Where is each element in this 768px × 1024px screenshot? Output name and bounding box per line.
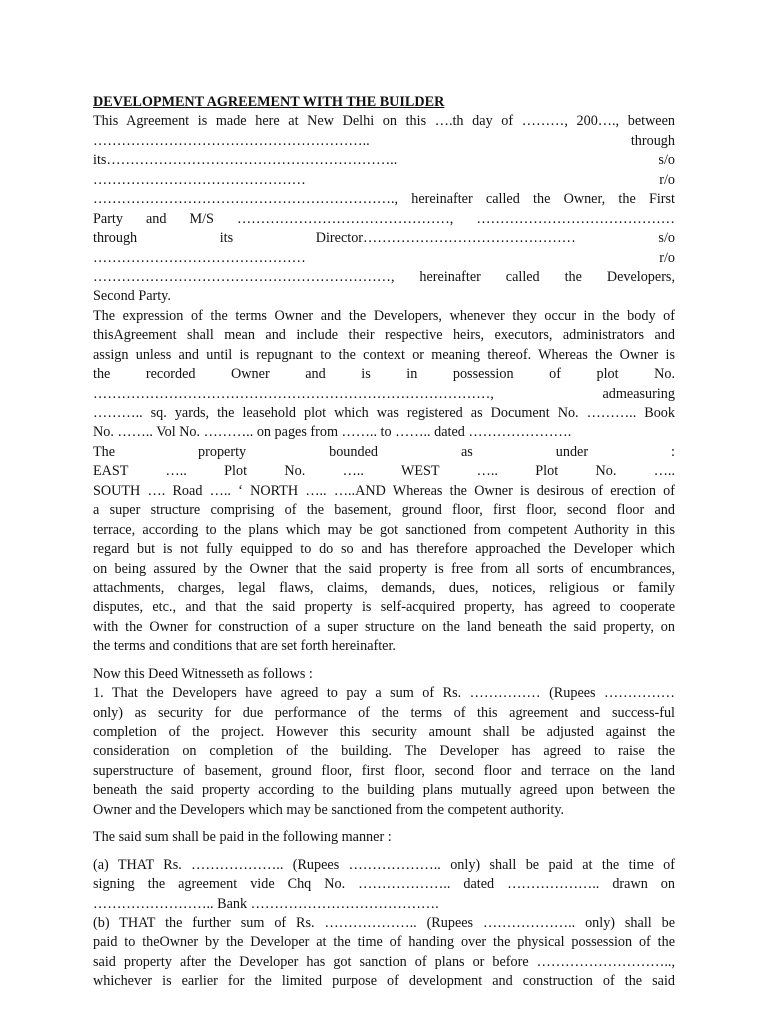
clause-a xyxy=(93,856,675,914)
text-line: regard but is not fully equipped to do so and has therefore approached the Developer which xyxy=(93,541,675,558)
text-line: through its Director……………………………………… s/o xyxy=(93,230,675,247)
clause-1 xyxy=(93,684,675,820)
text-line: ………………………………………………….. through xyxy=(93,132,675,149)
text-line: beneath the said property according to the building plans mutually agreed upon between the xyxy=(93,782,675,799)
clause-b xyxy=(93,914,675,992)
text-line: SOUTH …. Road ….. ‘ NORTH ….. …..AND Whereas the Owner is desirous of erection of xyxy=(93,482,675,499)
text-line: 1. That the Developers have agreed to pay a sum of Rs. …………… (Rupees …………… xyxy=(93,685,675,702)
payment-intro: The said sum shall be paid in the following manner : xyxy=(93,829,392,846)
text-line: ……………………………………… r/o xyxy=(93,171,675,188)
text-line: on being assured by the Owner that the said property is free from all sorts of encumbrances, xyxy=(93,560,675,577)
text-line: …………………….. Bank …………………………………. xyxy=(93,895,439,912)
text-line: Second Party. xyxy=(93,288,171,305)
text-line: with the Owner for construction of a super structure on the land beneath the said property, on xyxy=(93,618,675,635)
text-line: Party and M/S ………………………………………, …………………………………… xyxy=(93,210,675,227)
text-line: its…………………………………………………….. s/o xyxy=(93,152,675,169)
text-line: thisAgreement shall mean and include their respective heirs, executors, administrators and xyxy=(93,327,675,344)
text-line: only) as security for due performance of the terms of this agreement and success-ful xyxy=(93,704,675,721)
text-line: ………………………………………………………., hereinafter called the Owner, the First xyxy=(93,191,675,208)
text-line: (a) THAT Rs. ……………….. (Rupees ……………….. only) shall be paid at the time of xyxy=(93,856,675,873)
text-line: completion of the project. However this security amount shall be adjusted against the xyxy=(93,724,675,740)
text-line: attachments, charges, legal flaws, claims, demands, dues, notices, religious or family xyxy=(93,579,675,596)
text-line: assign unless and until is repugnant to the context or meaning thereof. Whereas the Owner is xyxy=(93,346,675,363)
recitals-paragraph xyxy=(93,307,675,657)
text-line: the terms and conditions that are set forth hereinafter. xyxy=(93,638,396,655)
text-line: said property after the Developer has got sanction of plans or before ……………………….., xyxy=(93,953,675,970)
text-line: The property bounded as under : xyxy=(93,443,675,460)
text-line: No. …….. Vol No. ……….. on pages from …….. to …….. dated …………………. xyxy=(93,424,572,441)
text-line: Owner and the Developers which may be sanctioned from the competent authority. xyxy=(93,801,565,818)
text-line: ……….. sq. yards, the leasehold plot which was registered as Document No. ……….. Book xyxy=(93,405,675,421)
text-line: …………………………………………………………………………, admeasuring xyxy=(93,385,675,402)
text-line: terrace, according to the plans which may be got sanctioned from competent Authority in this xyxy=(93,521,675,538)
parties-paragraph xyxy=(93,112,675,306)
text-line: The expression of the terms Owner and the Developers, whenever they occur in the body of xyxy=(93,307,675,324)
document-body xyxy=(93,93,675,992)
document-title: DEVELOPMENT AGREEMENT WITH THE BUILDER xyxy=(93,94,445,110)
text-line: (b) THAT the further sum of Rs. ……………….. (Rupees ……………….. only) shall be xyxy=(93,914,675,931)
text-line: signing the agreement vide Chq No. ……………….. dated ……………….. drawn on xyxy=(93,876,675,893)
text-line: superstructure of basement, ground floor, first floor, second floor and terrace on the land xyxy=(93,762,675,779)
witnesseth-heading: Now this Deed Witnesseth as follows : xyxy=(93,665,313,682)
text-line: a super structure comprising of the basement, ground floor, first floor, second floor and xyxy=(93,502,675,519)
text-line: whichever is earlier for the limited purpose of development and construction of the said xyxy=(93,973,675,990)
text-line: EAST ….. Plot No. ….. WEST ….. Plot No. ….. xyxy=(93,463,675,480)
text-line: the recorded Owner and is in possession of plot No. xyxy=(93,366,675,383)
text-line: ……………………………………… r/o xyxy=(93,249,675,266)
text-line: paid to theOwner by the Developer at the time of handing over the physical possession of the xyxy=(93,934,675,951)
text-line: disputes, etc., and that the said property is self-acquired property, has agreed to cooperate xyxy=(93,599,675,616)
text-line: ………………………………………………………, hereinafter called the Developers, xyxy=(93,268,675,285)
text-line: This Agreement is made here at New Delhi on this ….th day of ………, 200…., between xyxy=(93,113,675,130)
text-line: consideration on completion of the building. The Developer has agreed to raise the xyxy=(93,743,675,760)
